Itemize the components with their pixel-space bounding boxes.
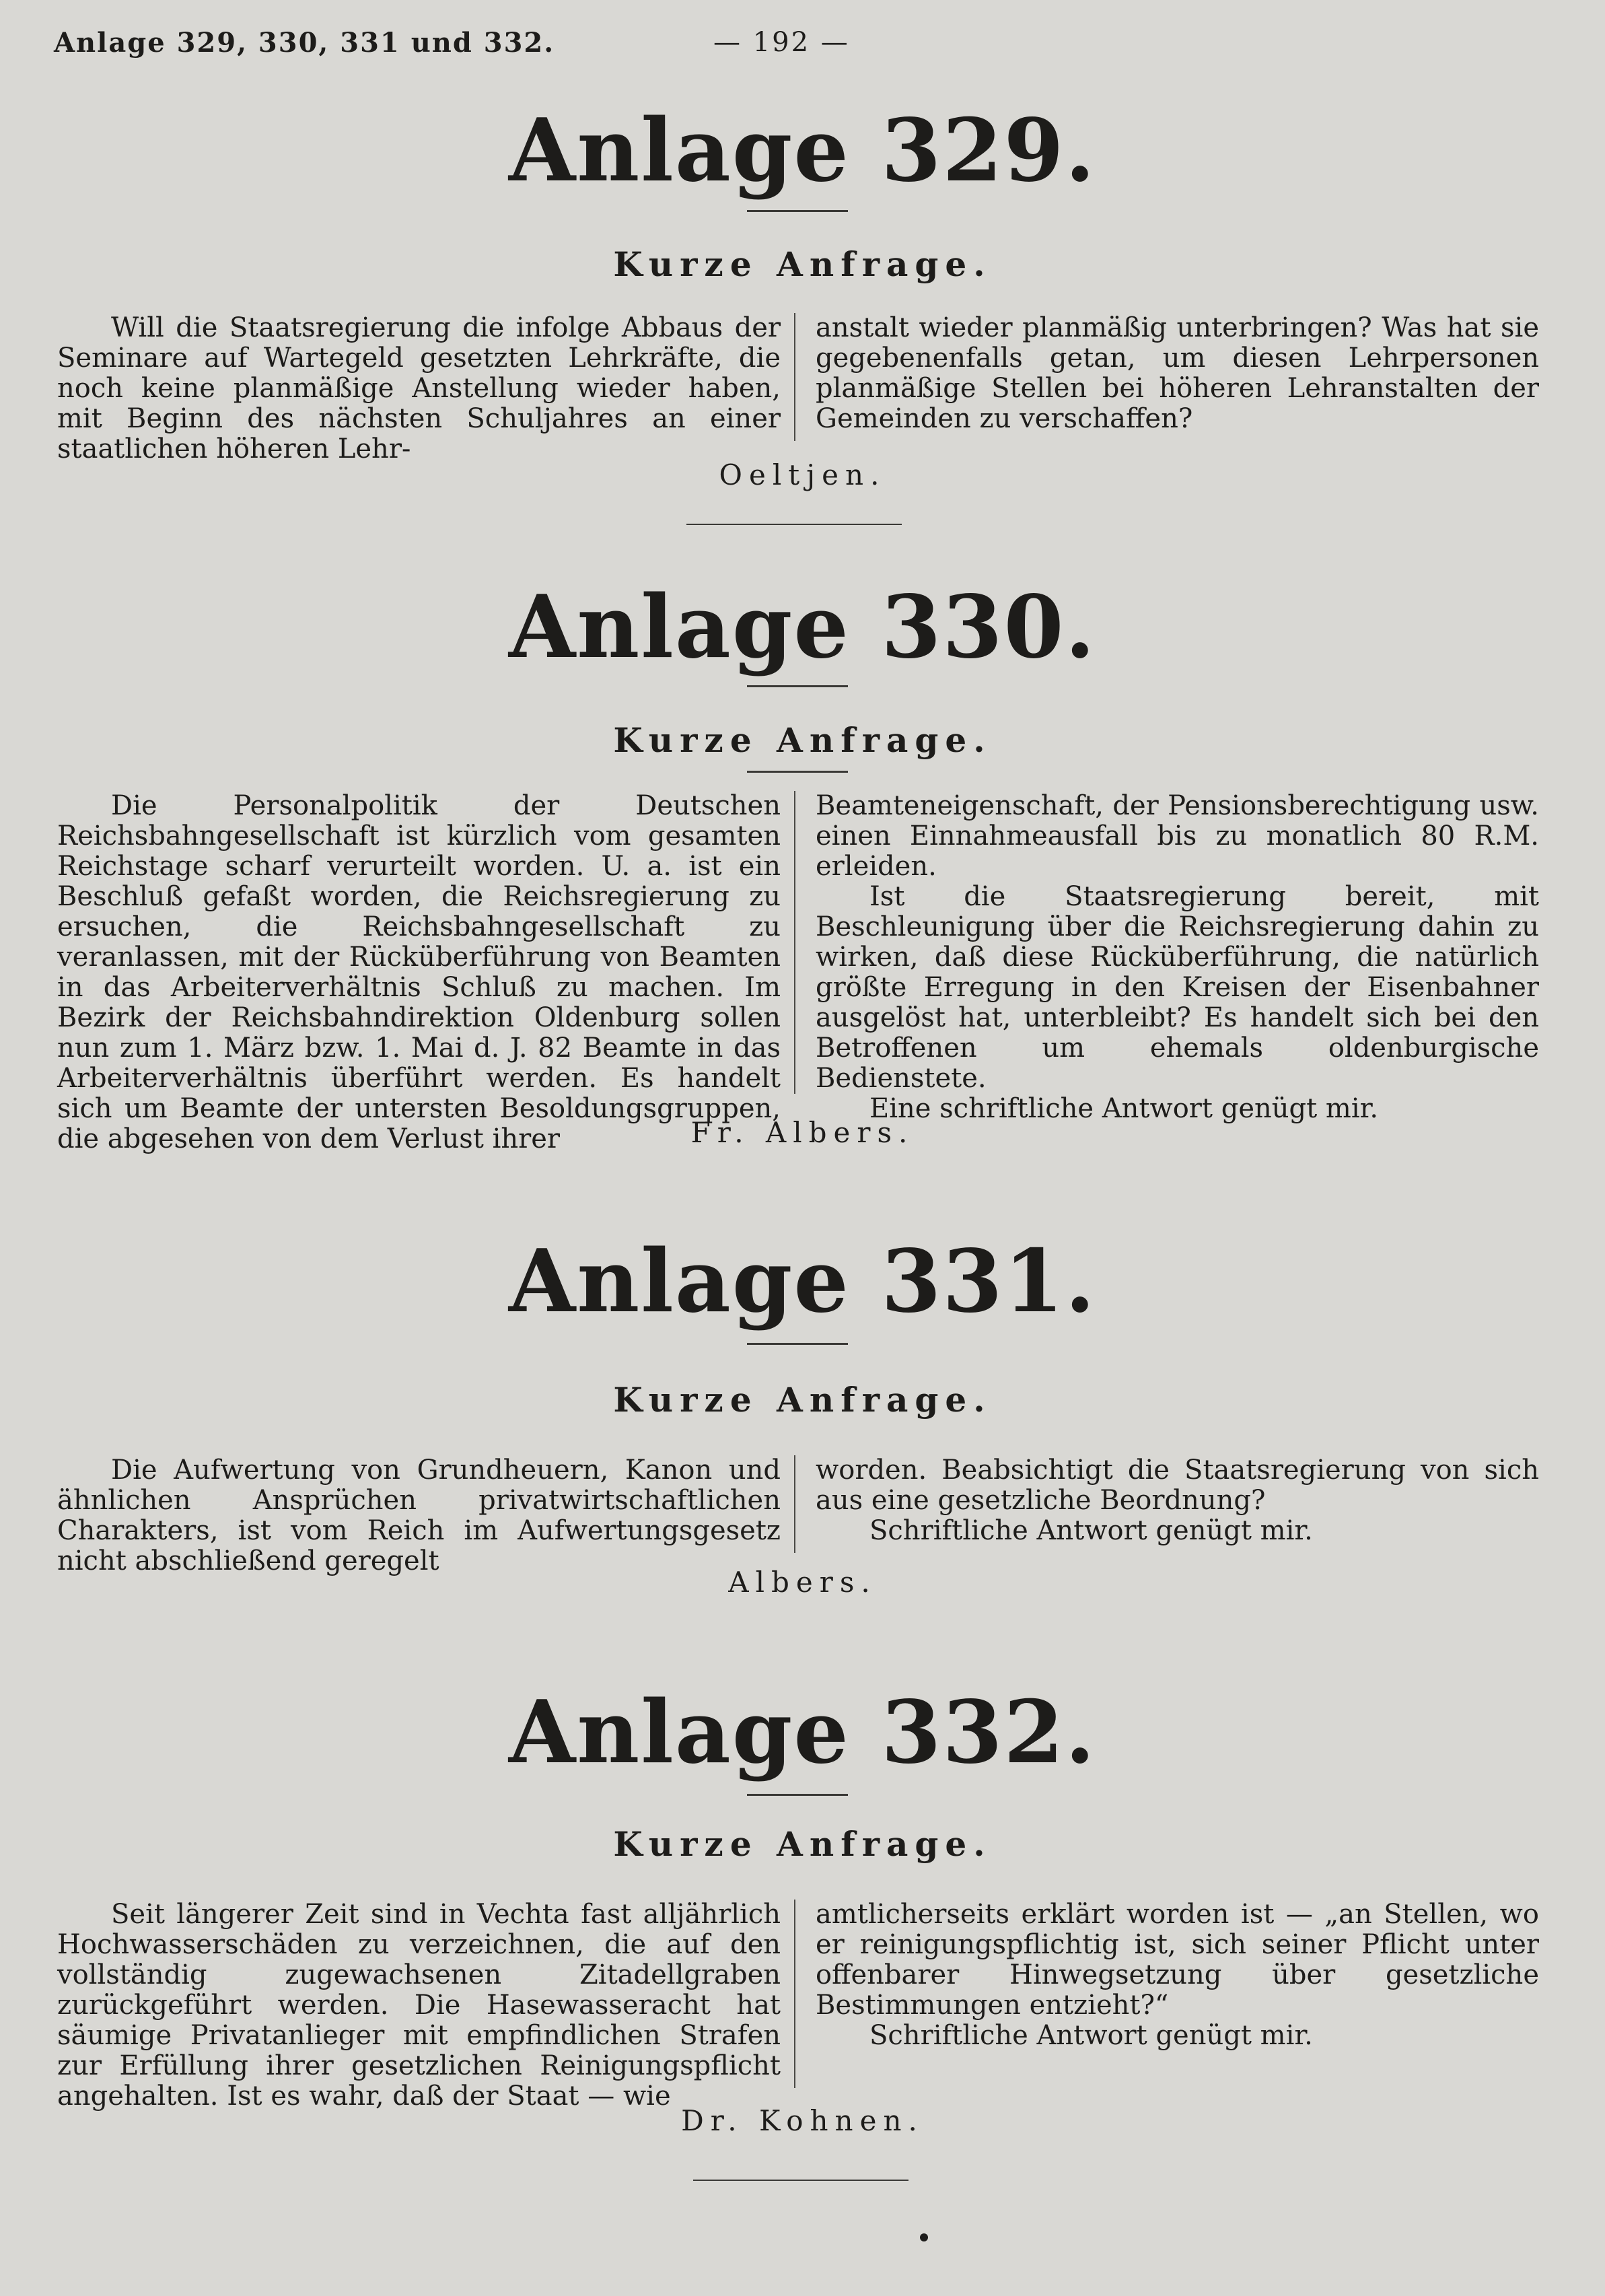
section-subtitle: Kurze Anfrage. <box>613 244 992 284</box>
column-divider <box>794 791 795 1094</box>
section-subtitle: Kurze Anfrage. <box>613 1380 992 1420</box>
right-column <box>816 1900 1539 2051</box>
left-column <box>57 313 781 464</box>
section-subtitle: Kurze Anfrage. <box>613 1824 992 1864</box>
paragraph: Die Aufwertung von Grundheuern, Kanon und ähnlichen Ansprüchen privatwirtschaftlichen Charakters, ist vom Reich im Aufwertungsgesetz nicht abschließend geregelt <box>57 1455 781 1576</box>
left-column <box>57 1900 781 2112</box>
title-rule <box>747 210 848 212</box>
paragraph: Schriftliche Antwort genügt mir. <box>869 1515 1313 1546</box>
right-column <box>816 1455 1539 1546</box>
section-title: Anlage 331. <box>508 1231 1097 1332</box>
paragraph: Die Personalpolitik der Deutschen Reichsbahngesellschaft ist kürzlich vom gesamten Reichstage scharf verurteilt worden. U. a. ist ein Beschluß gefaßt worden, die Reichsregierung zu ersuchen, die Reichsbahngesellschaft zu veranlassen, mit der Rücküberführung von Beamten in das Arbeiterverhältnis Schluß zu machen. Im Bezirk der Reichsbahndirektion Oldenburg sollen nun zum 1. März bzw. 1. Mai d. J. 82 Beamte in das Arbeiterverhältnis überführt werden. Es handelt sich um Beamte der untersten Besoldungsgruppen, die abgesehen von dem Verlust ihrer <box>57 790 781 1154</box>
section-title: Anlage 332. <box>508 1682 1097 1783</box>
title-rule <box>747 1794 848 1796</box>
signature: Dr. Kohnen. <box>681 2104 924 2137</box>
running-head: Anlage 329, 330, 331 und 332. <box>54 27 555 59</box>
section-separator <box>686 524 902 525</box>
column-divider <box>794 313 795 441</box>
column-divider <box>794 1900 795 2088</box>
page-number: — 192 — <box>713 27 850 58</box>
section-title: Anlage 329. <box>508 100 1097 201</box>
title-rule <box>747 1343 848 1345</box>
signature: Albers. <box>728 1566 877 1599</box>
section-title: Anlage 330. <box>508 577 1097 678</box>
left-column <box>57 1455 781 1576</box>
section-subtitle: Kurze Anfrage. <box>613 720 992 760</box>
paragraph: Schriftliche Antwort genügt mir. <box>869 2020 1313 2051</box>
signature: Oeltjen. <box>719 458 886 491</box>
subtitle-rule <box>747 771 848 773</box>
paragraph: Eine schriftliche Antwort genügt mir. <box>869 1093 1379 1124</box>
signature: Fr. Albers. <box>690 1116 915 1149</box>
paragraph: anstalt wieder planmäßig unterbringen? Was hat sie gegebenenfalls getan, um diesen Lehrpersonen planmäßige Stellen bei höheren Lehranstalten der Gemeinden zu verschaffen? <box>816 312 1539 434</box>
end-mark <box>920 2233 928 2241</box>
right-column <box>816 791 1539 1124</box>
section-separator <box>693 2180 908 2181</box>
paragraph: amtlicherseits erklärt worden ist — „an Stellen, wo er reinigungspflichtig ist, sich seiner Pflicht unter offenbarer Hinwegsetzung über gesetzliche Bestimmungen entzieht?“ <box>816 1899 1539 2021</box>
right-column <box>816 313 1539 434</box>
column-divider <box>794 1455 795 1553</box>
paragraph: Will die Staatsregierung die infolge Abbaus der Seminare auf Wartegeld gesetzten Lehrkräfte, die noch keine planmäßige Anstellung wieder haben, mit Beginn des nächsten Schuljahres an einer staatlichen höheren Lehr- <box>57 312 781 464</box>
paragraph: Beamteneigenschaft, der Pensionsberechtigung usw. einen Einnahmeausfall bis zu monatlich 80 R.M. erleiden. <box>816 790 1539 882</box>
paragraph: worden. Beabsichtigt die Staatsregierung von sich aus eine gesetzliche Beordnung? <box>816 1455 1539 1516</box>
paragraph: Ist die Staatsregierung bereit, mit Beschleunigung über die Reichsregierung dahin zu wirken, daß diese Rücküberführung, die natürlich größte Erregung in den Kreisen der Eisenbahner ausgelöst hat, unterbleibt? Es handelt sich bei den Betroffenen um ehemals oldenburgische Bedienstete. <box>816 881 1539 1094</box>
title-rule <box>747 685 848 687</box>
left-column <box>57 791 781 1154</box>
paragraph: Seit längerer Zeit sind in Vechta fast alljährlich Hochwasserschäden zu verzeichnen, die auf den vollständig zugewachsenen Zitadellgraben zurückgeführt werden. Die Hasewasseracht hat säumige Privatanlieger mit empfindlichen Strafen zur Erfüllung ihrer gesetzlichen Reinigungspflicht angehalten. Ist es wahr, daß der Staat — wie <box>57 1899 781 2112</box>
